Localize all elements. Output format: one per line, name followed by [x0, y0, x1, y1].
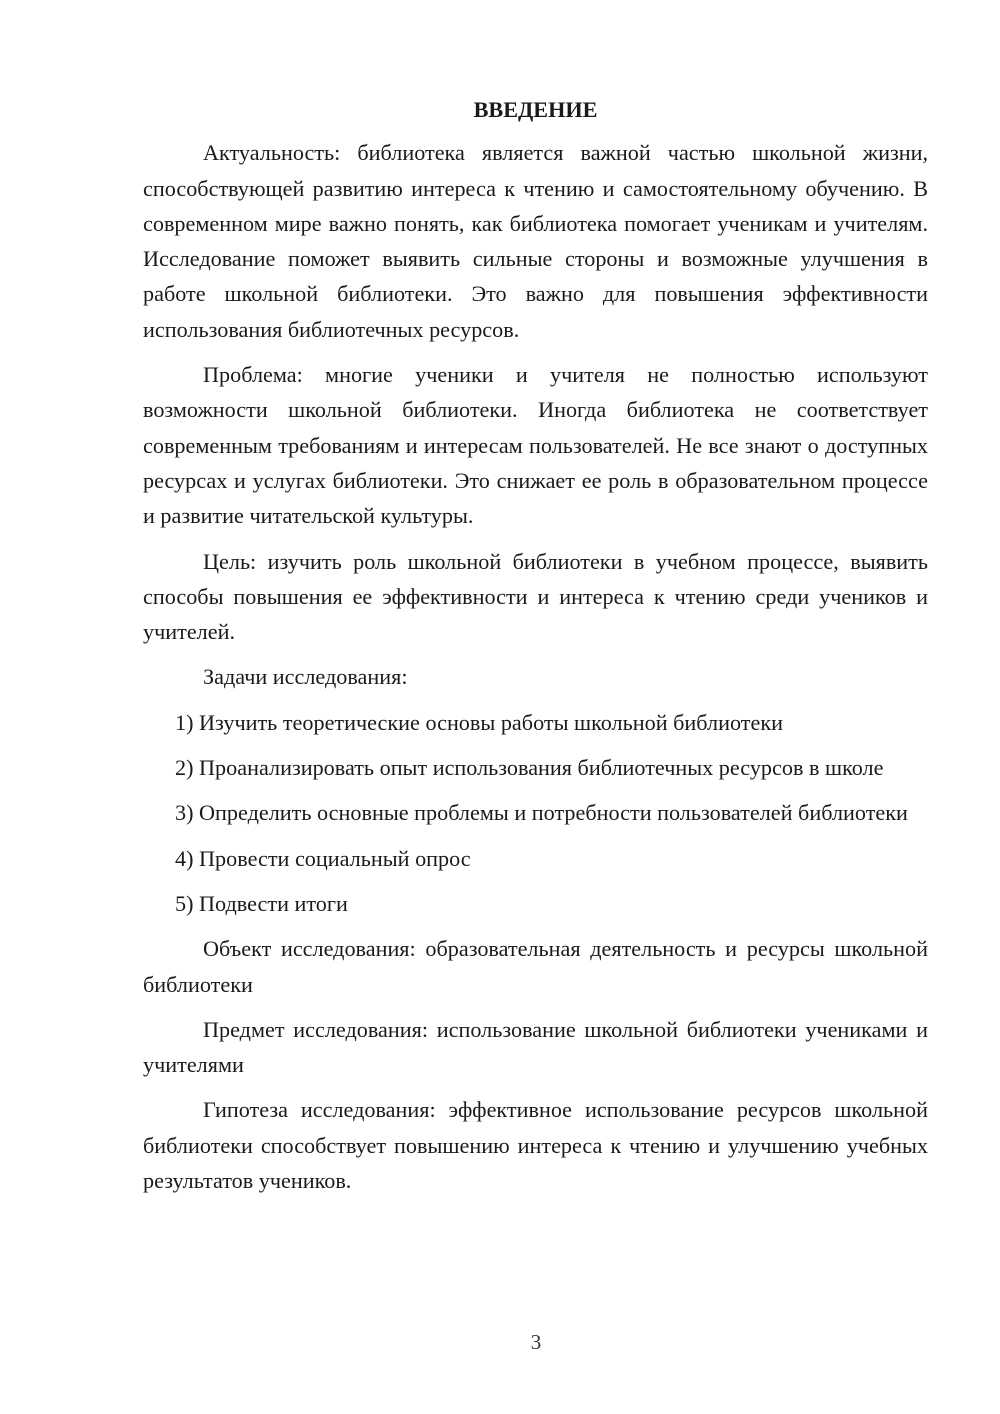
relevance-paragraph: Актуальность: библиотека является важной частью школьной жизни, способствующей развитию интереса к чтению и самостоятельному обучению. В современном мире важно понять, как библиотека помогает ученикам и учителям. Исследование поможет выявить сильные стороны и возможные улучшения в работе школьной библиотеки. Это важно для повышения эффективности использования библиотечных ресурсов.: [143, 140, 928, 342]
list-item: 5) Подвести итоги: [175, 890, 348, 916]
list-item: 4) Провести социальный опрос: [175, 845, 471, 871]
list-item: 3) Определить основные проблемы и потребности пользователей библиотеки: [175, 800, 908, 826]
goal-paragraph: Цель: изучить роль школьной библиотеки в учебном процессе, выявить способы повышения ее эффективности и интереса к чтению среди учеников и учителей.: [143, 548, 928, 645]
document-page: [143, 92, 928, 1208]
problem-paragraph: Проблема: многие ученики и учителя не полностью используют возможности школьной библиотеки. Иногда библиотека не соответствует современным требованиям и интересам пользователей. Не все знают о доступных ресурсах и услугах библиотеки. Это снижает ее роль в образовательном процессе и развитие читательской культуры.: [143, 362, 928, 529]
list-item: 2) Проанализировать опыт использования библиотечных ресурсов в школе: [175, 755, 884, 781]
list-item: 1) Изучить теоретические основы работы школьной библиотеки: [175, 709, 783, 735]
page-number: 3: [530, 1330, 542, 1354]
subject-paragraph: Предмет исследования: использование школьной библиотеки учениками и учителями: [143, 1016, 928, 1078]
tasks-heading: Задачи исследования:: [203, 664, 408, 690]
object-paragraph: Объект исследования: образовательная деятельность и ресурсы школьной библиотеки: [143, 936, 928, 997]
section-title: ВВЕДЕНИЕ: [473, 97, 598, 122]
tasks-list: [143, 705, 928, 921]
hypothesis-paragraph: Гипотеза исследования: эффективное использование ресурсов школьной библиотеки способствует повышению интереса к чтению и улучшению учебных результатов учеников.: [143, 1097, 928, 1194]
